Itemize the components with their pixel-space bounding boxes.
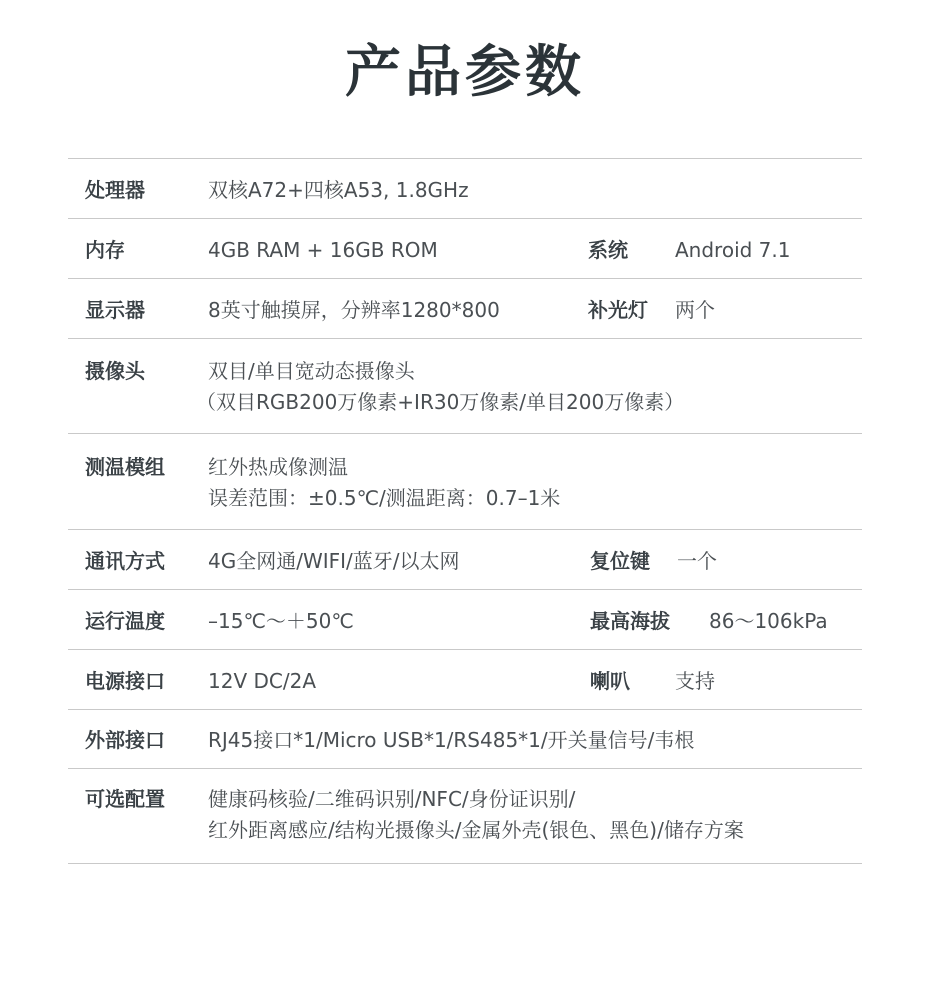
spec-label-secondary: 复位键 (590, 549, 650, 573)
spec-value: RJ45接口*1/Micro USB*1/RS485*1/开关量信号/韦根 (208, 728, 695, 752)
spec-row-options (68, 769, 862, 864)
spec-row-processor (68, 159, 862, 219)
spec-value: 红外热成像测温 (208, 455, 348, 479)
spec-label: 显示器 (85, 298, 145, 322)
spec-value: 4G全网通/WIFI/蓝牙/以太网 (208, 549, 460, 573)
spec-value-secondary: 两个 (675, 298, 715, 322)
spec-label-secondary: 最高海拔 (590, 609, 670, 633)
spec-value-line2: （双目RGB200万像素+IR30万像素/单目200万像素） (196, 390, 685, 414)
spec-label-secondary: 喇叭 (590, 669, 630, 693)
spec-value-secondary: 一个 (677, 549, 717, 573)
page-title: 产品参数 (345, 40, 585, 105)
spec-value-secondary: Android 7.1 (675, 238, 791, 262)
spec-label: 运行温度 (85, 609, 165, 633)
spec-label: 可选配置 (85, 787, 165, 811)
spec-label: 摄像头 (85, 359, 145, 383)
spec-row-memory (68, 219, 862, 279)
spec-value: 8英寸触摸屏，分辨率1280*800 (208, 298, 500, 322)
spec-value: 12V DC/2A (208, 669, 316, 693)
spec-value: 4GB RAM + 16GB ROM (208, 238, 438, 262)
spec-value-secondary: 86～106kPa (709, 609, 828, 633)
spec-label: 通讯方式 (85, 549, 165, 573)
spec-label-secondary: 补光灯 (588, 298, 648, 322)
spec-table (68, 158, 862, 864)
spec-label: 外部接口 (85, 728, 165, 752)
spec-label: 内存 (85, 238, 125, 262)
spec-row-thermal (68, 434, 862, 530)
spec-label: 测温模组 (85, 455, 165, 479)
spec-label-secondary: 系统 (588, 238, 628, 262)
spec-row-camera (68, 339, 862, 434)
spec-row-power (68, 650, 862, 710)
spec-label: 电源接口 (85, 669, 165, 693)
spec-value-line2: 误差范围：±0.5℃/测温距离：0.7–1米 (208, 486, 561, 510)
spec-value-line2: 红外距离感应/结构光摄像头/金属外壳(银色、黑色)/储存方案 (208, 818, 744, 842)
spec-row-external-ports (68, 710, 862, 769)
spec-value: 双核A72+四核A53, 1.8GHz (208, 178, 469, 202)
spec-value: 双目/单目宽动态摄像头 (208, 359, 415, 383)
spec-row-communication (68, 530, 862, 590)
spec-value: 健康码核验/二维码识别/NFC/身份证识别/ (208, 787, 576, 811)
spec-label: 处理器 (85, 178, 145, 202)
spec-row-display (68, 279, 862, 339)
spec-row-operating-temp (68, 590, 862, 650)
spec-value-secondary: 支持 (675, 669, 715, 693)
spec-value: –15℃～＋50℃ (208, 609, 354, 633)
